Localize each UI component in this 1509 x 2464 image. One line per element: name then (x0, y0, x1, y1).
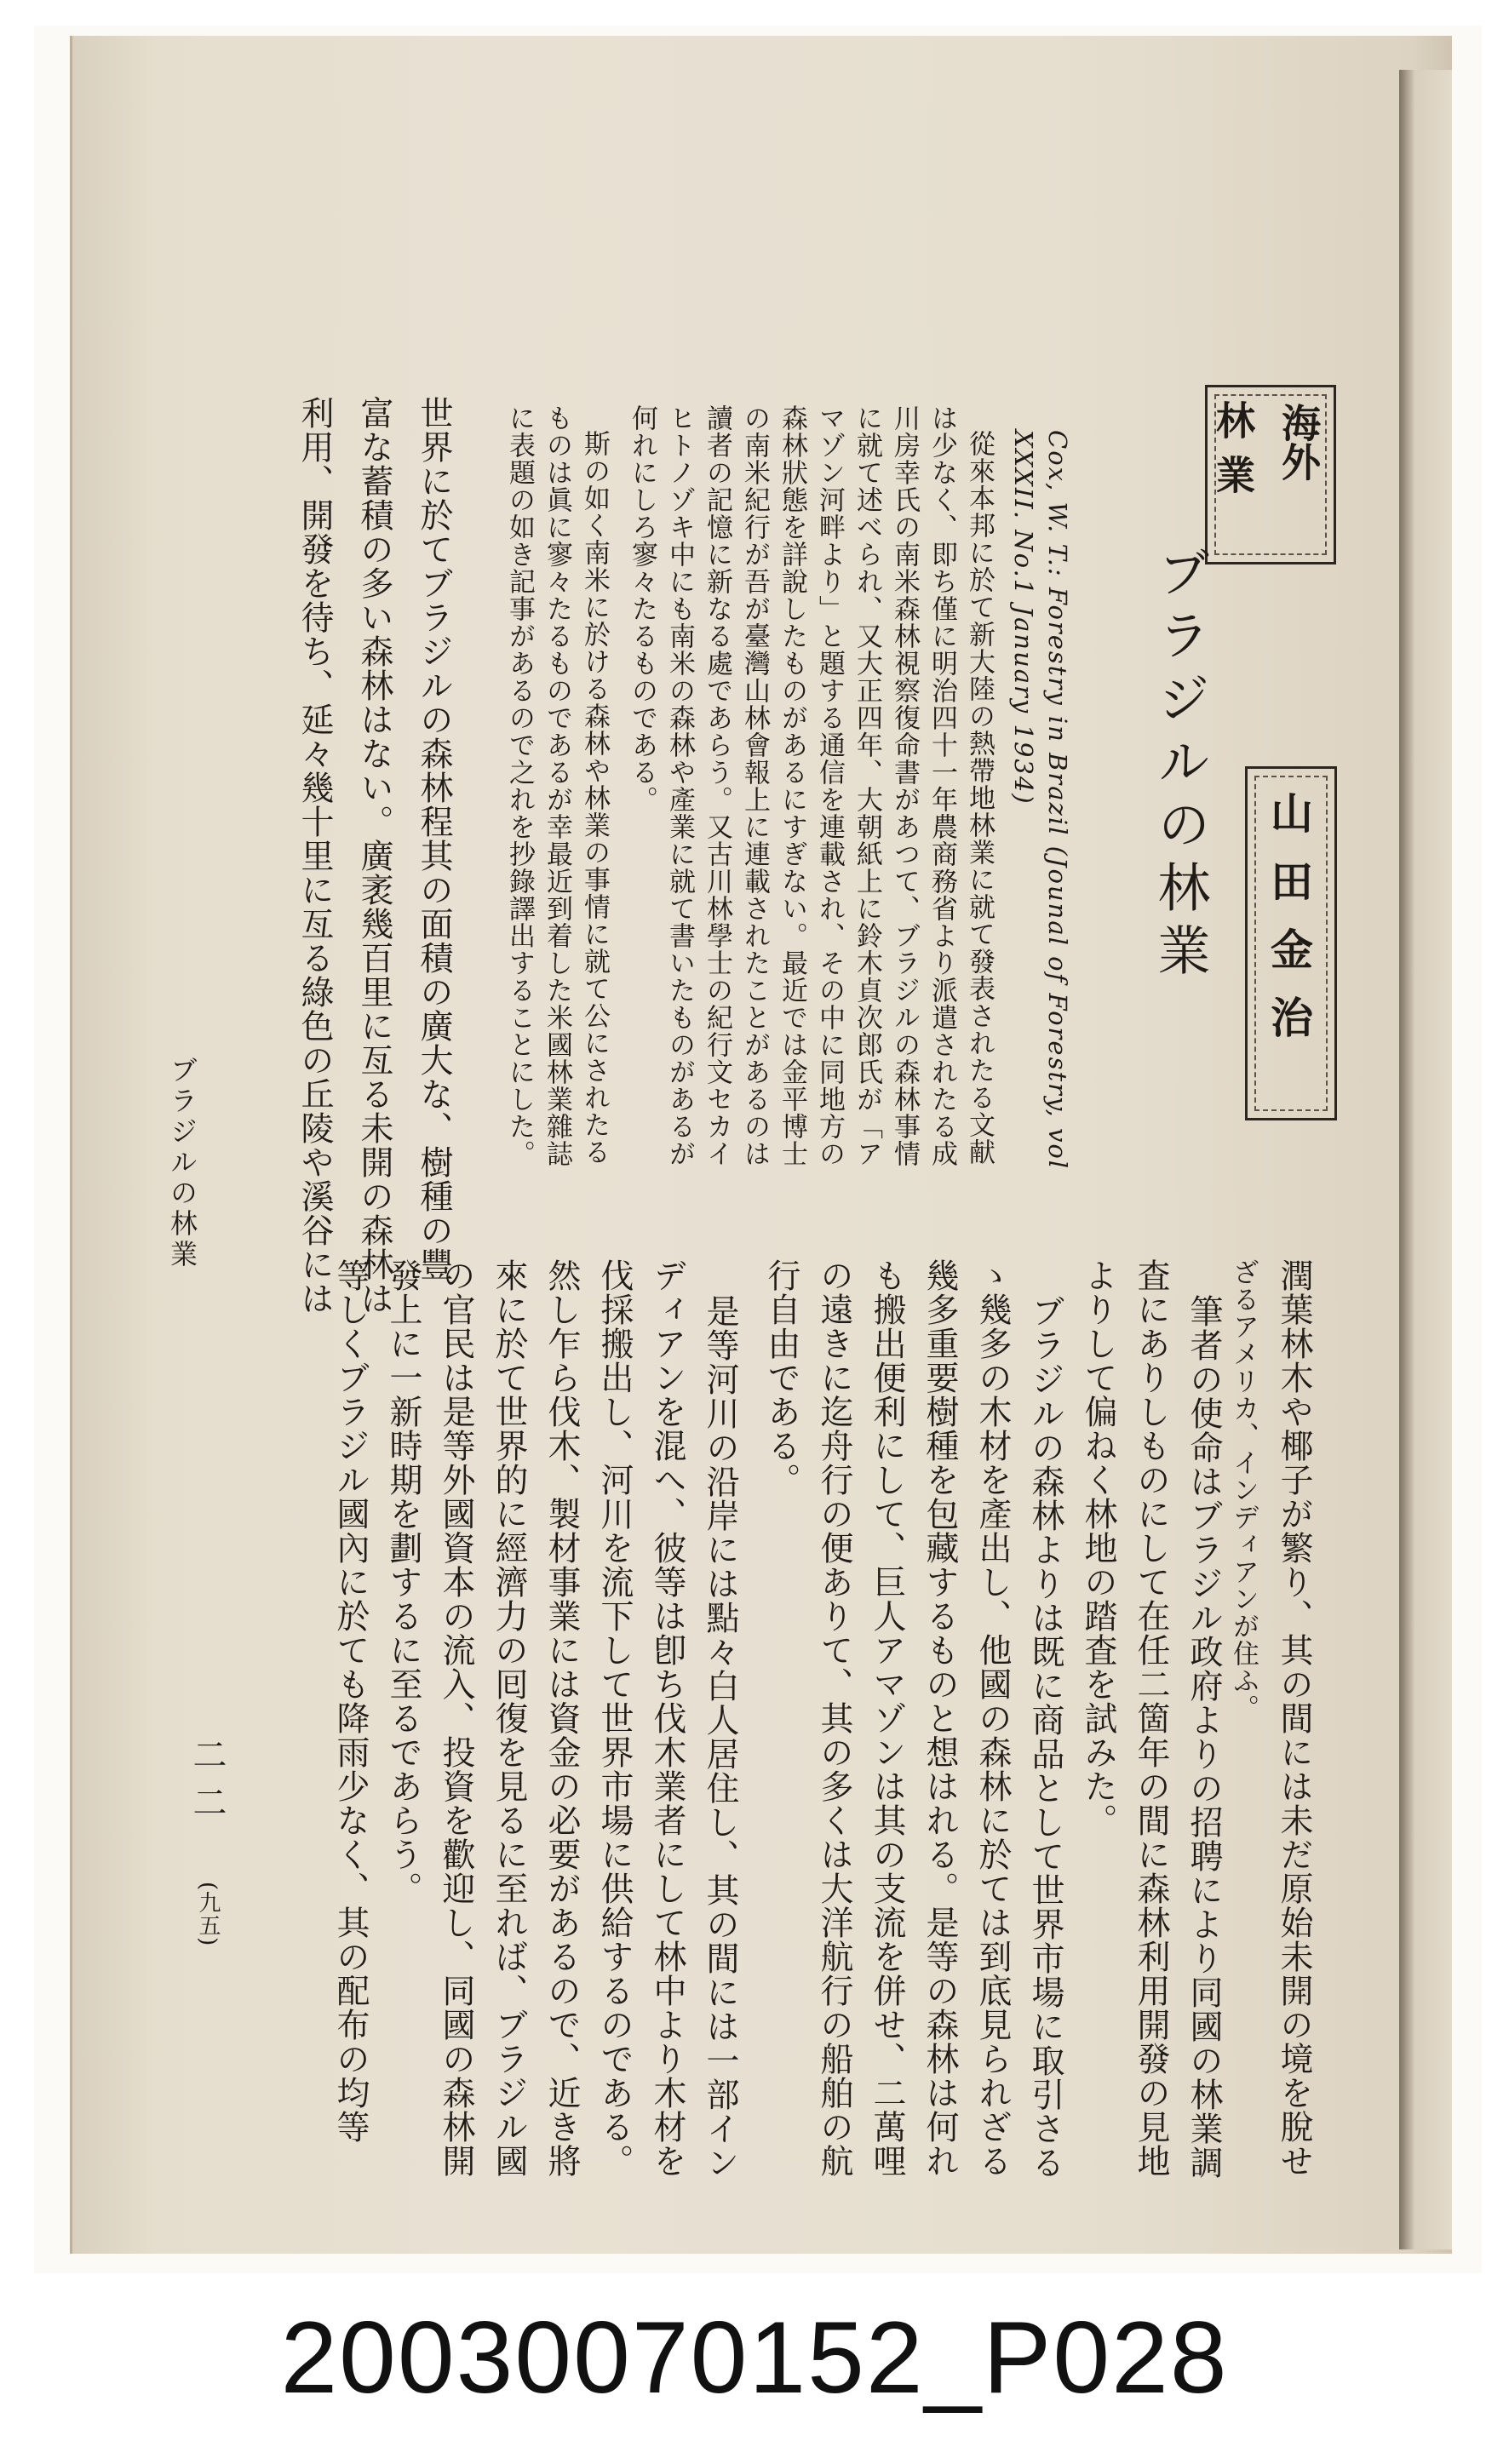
lower-line-5: よりして偏ねく林地の踏査を試みた。 (1079, 1258, 1117, 1837)
lower-line-12: 是等河川の沿岸には點々白人居住し、其の間には一部イン (701, 1294, 739, 2180)
image-caption: 20030070152_P028 (280, 2301, 1229, 2415)
lower-line-1: 潤葉林木や椰子が繁り、其の間には未だ原始未開の境を脫せ (1275, 1258, 1313, 2178)
lower-line-7: ゝ幾多の木材を產出し、他國の森林に於ては到底見られざる (973, 1258, 1012, 2178)
upper-line-1: 從來本邦に於て新大陸の熱帶地林業に就て發表されたる文献 (964, 430, 995, 1166)
lower-line-6: ブラジルの森林よりは既に商品として世界市場に取引さる (1026, 1294, 1064, 2180)
lower-line-13: ディアンを混へ、彼等は卽ち伐木業者にして林中より木材を (648, 1258, 686, 2178)
lower-line-3: 筆者の使命はブラジル政府よりの招聘により同國の林業調 (1185, 1294, 1223, 2180)
article-title: ブラジルの林業 (1149, 545, 1211, 986)
category-line-1: 海外 (1276, 403, 1322, 481)
lower-line-15: 然し乍ら伐木、製材事業には資金の必要があるので、近き將 (542, 1258, 581, 2178)
upper-line-10: 何れにしろ寥々たるものである。 (627, 404, 657, 813)
upper-line-3: 川房幸氏の南米森林視察復命書があつて、ブラジルの森林事情 (889, 404, 920, 1167)
author-box (1245, 766, 1337, 1120)
upper-line-9: ヒトノゾキ中にも南米の森林や產業に就て書いたものがあるが (664, 404, 695, 1167)
upper-line-13: に表題の如き記事があるので之れを抄錄譯出することにした。 (504, 404, 535, 1167)
upper-line-5: マゾン河畔より」と題する通信を連載され、その中に同地方の (814, 404, 845, 1167)
upper-line-6: 森林狀態を詳說したものがあるにすぎない。最近では金平博士 (777, 404, 807, 1167)
lower-line-17: の官民は是等外國資本の流入、投資を歡迎し、同國の森林開 (437, 1258, 475, 2178)
upper-bold-line-3: 利用、開發を待ち、延々幾十里に亙る綠色の丘陵や溪谷には (295, 396, 334, 1315)
running-head: ブラジルの林業 (166, 1056, 198, 1270)
lower-line-16: 來に於て世界的に經濟力の囘復を見るに至れば、ブラジル國 (490, 1258, 528, 2178)
upper-bold-line-1: 世界に於てブラジルの森林程其の面積の廣大な、樹種の豐 (415, 396, 453, 1281)
adjacent-page-edge (1399, 70, 1452, 2249)
category-line-2: 林業 (1210, 400, 1256, 509)
citation-line-1: Cox, W. T.: Forestry in Brazil (Jounal of Forestry, vol (1043, 430, 1072, 1171)
upper-line-2: は少なく、即ち僅に明治四十一年農商務省より派遣されたる成 (927, 404, 957, 1167)
lower-line-11: 行自由である。 (762, 1258, 800, 1497)
lower-line-18: 發上に一新時期を劃するに至るであらう。 (384, 1258, 422, 1905)
author-name: 山田金治 (1264, 791, 1314, 1063)
upper-line-11: 斯の如く南米に於ける森林や林業の事情に就て公にされたる (579, 430, 610, 1166)
upper-bold-line-2: 富な蓄積の多い森林はない。廣袤幾百里に亙る未開の森林は (355, 396, 393, 1315)
lower-line-10: の遠きに迄舟行の便ありて、其の多くは大洋航行の船舶の航 (815, 1258, 853, 2178)
lower-line-9: も搬出便利にして、巨人アマゾンは其の支流を併せ、二萬哩 (868, 1258, 906, 2178)
lower-line-4: 査にありしものにして在任二箇年の間に森林利用開發の見地 (1132, 1258, 1170, 2178)
lower-line-19: 等しくブラジル國內に於ても降雨少なく、其の配布の均等 (331, 1258, 370, 2144)
upper-line-7: の南米紀行が吾が臺灣山林會報上に連載されたことがあるのは (739, 404, 770, 1167)
lower-line-8: 幾多重要樹種を包藏するものと想はれる。是等の森林は何れ (921, 1258, 959, 2178)
upper-line-8: 讀者の記憶に新なる處であらう。又古川林學士の紀行文セカイ (702, 404, 732, 1167)
lower-line-14: 伐採搬出し、河川を流下して世界市場に供給するのである。 (595, 1258, 634, 2178)
lower-line-2: ざるアメリカ、インディアンが住ふ。 (1228, 1258, 1259, 1722)
citation-line-2: XXXII. No.1 January 1934) (1009, 430, 1038, 805)
page-number: 二二 (187, 1737, 227, 1832)
upper-line-4: に就て述べられ、又大正四年、大朝紙上に鈴木貞次郎氏が「ア (852, 404, 882, 1167)
upper-line-12: ものは眞に寥々たるものであるが幸最近到着した米國林業雜誌 (542, 404, 572, 1167)
page-number-secondary: (九五) (195, 1882, 221, 1947)
